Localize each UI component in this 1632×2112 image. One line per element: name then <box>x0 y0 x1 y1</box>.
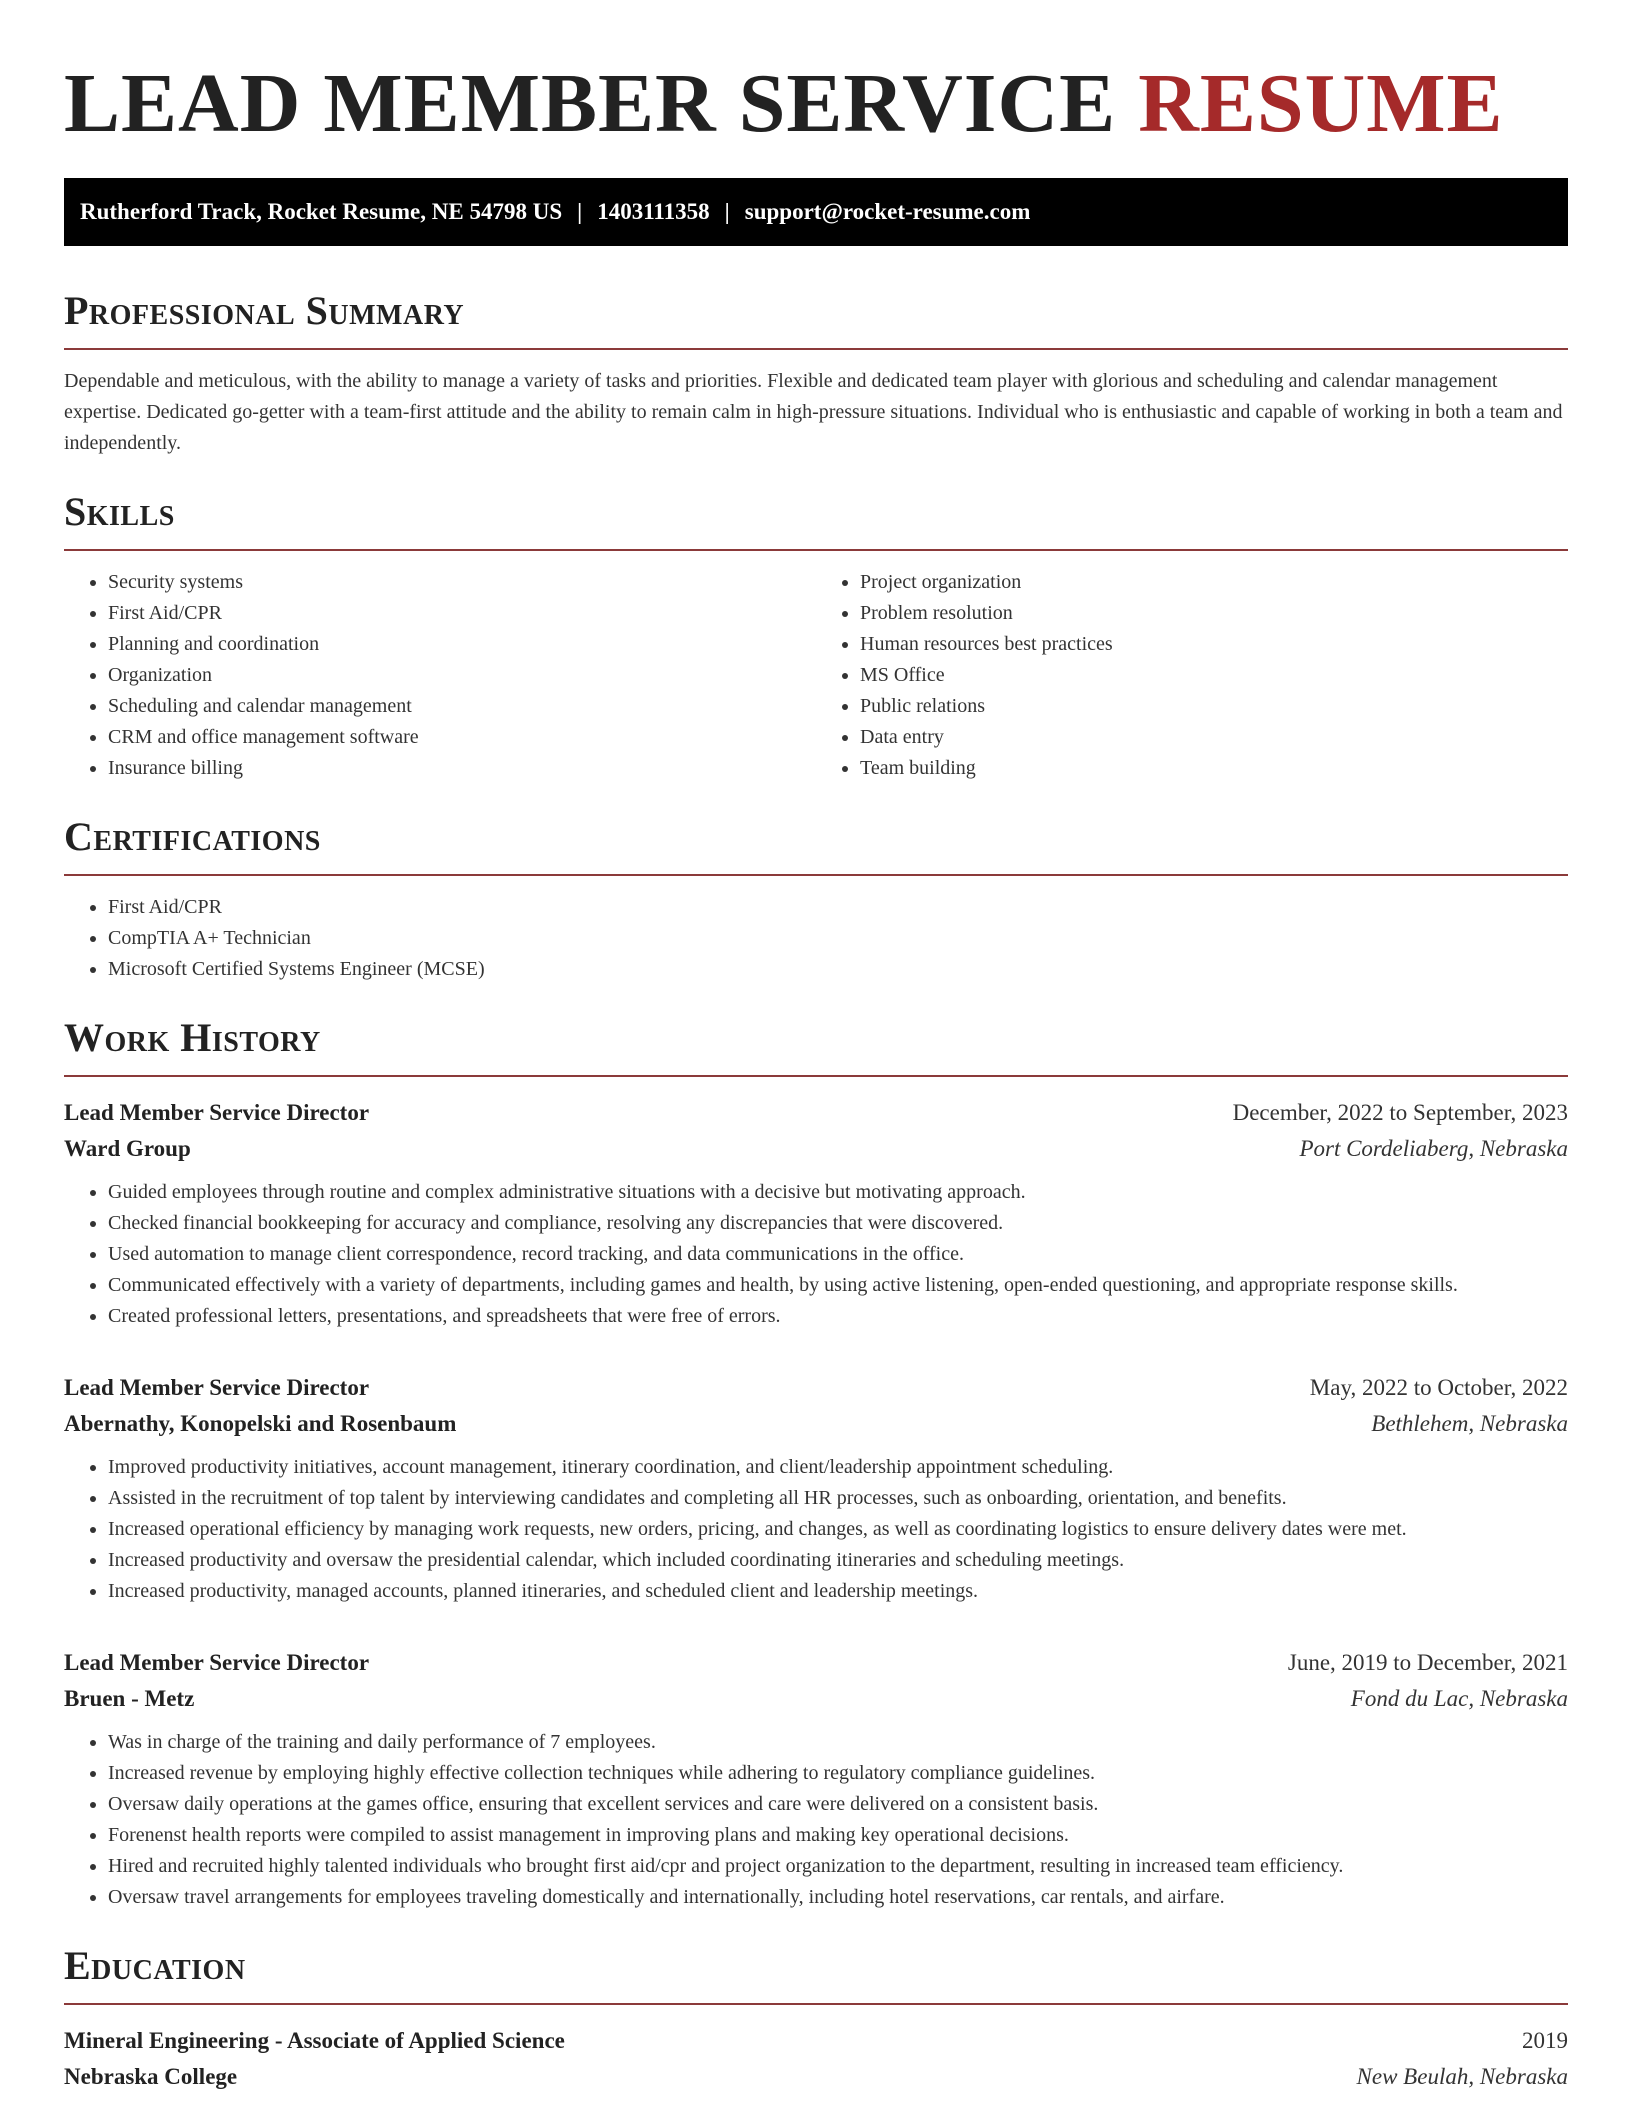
contact-separator: | <box>724 199 730 224</box>
skill-item: • Human resources best practices <box>860 629 1568 660</box>
education-year: 2019 <box>1522 2028 1568 2053</box>
job-bullet: • Increased operational efficiency by managing work requests, new orders, pricing, and changes, as well as coordinating logistics to ensure delivery dates were met. <box>108 1514 1568 1545</box>
title-accent: RESUME <box>1138 57 1504 150</box>
skill-item: • First Aid/CPR <box>108 598 816 629</box>
job-bullet: • Used automation to manage client correspondence, record tracking, and data communications in the office. <box>108 1239 1568 1270</box>
resume-title <box>64 58 1568 150</box>
education-degree: Mineral Engineering - Associate of Applied Science <box>64 2028 565 2053</box>
job-bullet: • Checked financial bookkeeping for accuracy and compliance, resolving any discrepancies that were discovered. <box>108 1208 1568 1239</box>
summary-heading: Professional Summary <box>64 288 465 333</box>
skill-item: • Planning and coordination <box>108 629 816 660</box>
skill-item: • CRM and office management software <box>108 722 816 753</box>
job-title: Lead Member Service Director <box>64 1100 370 1125</box>
skills-section <box>64 489 1568 784</box>
job-location: Port Cordeliaberg, Nebraska <box>1299 1136 1568 1161</box>
contact-email[interactable]: support@rocket-resume.com <box>744 199 1031 224</box>
skill-item: • MS Office <box>860 660 1568 691</box>
job-bullet: • Assisted in the recruitment of top talent by interviewing candidates and completing all HR processes, such as onboarding, orientation, and benefits. <box>108 1483 1568 1514</box>
education-location: New Beulah, Nebraska <box>1356 2064 1568 2089</box>
job-bullet: • Communicated effectively with a variety of departments, including games and health, by using active listening, open-ended questioning, and appropriate response skills. <box>108 1270 1568 1301</box>
education-school: Nebraska College <box>64 2064 238 2089</box>
certification-item: • First Aid/CPR <box>108 892 1568 923</box>
job-company: Ward Group <box>64 1136 191 1161</box>
contact-address: Rutherford Track, Rocket Resume, NE 54798 US <box>80 199 563 224</box>
certifications-list <box>64 892 1568 985</box>
skill-item: • Project organization <box>860 567 1568 598</box>
job-bullet: • Guided employees through routine and complex administrative situations with a decisive but motivating approach. <box>108 1177 1568 1208</box>
education-entry <box>64 2023 1568 2095</box>
job-bullets <box>64 1177 1568 1332</box>
summary-text: Dependable and meticulous, with the ability to manage a variety of tasks and priorities. Flexible and dedicated team player with glorious and scheduling and calendar management expertise. Dedicated go-getter with a team-first attitude and the ability to remain calm in high-pressure situations. Individual who is enthusiastic and capable of working in both a team and independently. <box>64 370 1563 454</box>
job-bullet: • Increased productivity, managed accounts, planned itineraries, and scheduled client and leadership meetings. <box>108 1576 1568 1607</box>
job-location: Fond du Lac, Nebraska <box>1350 1686 1568 1711</box>
job-entry <box>64 1645 1568 1913</box>
job-bullets <box>64 1452 1568 1607</box>
section-divider <box>64 874 1568 876</box>
contact-bar <box>64 178 1568 246</box>
contact-separator: | <box>577 199 583 224</box>
job-bullet: • Improved productivity initiatives, account management, itinerary coordination, and client/leadership appointment scheduling. <box>108 1452 1568 1483</box>
job-bullet: • Increased revenue by employing highly effective collection techniques while adhering to regulatory compliance guidelines. <box>108 1758 1568 1789</box>
certifications-section <box>64 814 1568 985</box>
job-bullet: • Oversaw daily operations at the games office, ensuring that excellent services and care were delivered on a consistent basis. <box>108 1789 1568 1820</box>
skill-item: • Problem resolution <box>860 598 1568 629</box>
job-bullets <box>64 1727 1568 1913</box>
job-title: Lead Member Service Director <box>64 1650 370 1675</box>
skills-columns <box>64 551 1568 784</box>
job-title: Lead Member Service Director <box>64 1375 370 1400</box>
job-company: Bruen - Metz <box>64 1686 195 1711</box>
job-location: Bethlehem, Nebraska <box>1371 1411 1568 1436</box>
job-company: Abernathy, Konopelski and Rosenbaum <box>64 1411 457 1436</box>
job-dates: December, 2022 to September, 2023 <box>1232 1100 1568 1125</box>
education-section <box>64 1943 1568 2095</box>
skills-right-list <box>816 567 1568 784</box>
skill-item: • Team building <box>860 753 1568 784</box>
job-bullet: • Oversaw travel arrangements for employees traveling domestically and internationally, including hotel reservations, car rentals, and airfare. <box>108 1882 1568 1913</box>
skills-heading: Skills <box>64 489 175 534</box>
section-divider <box>64 2003 1568 2005</box>
skill-item: • Organization <box>108 660 816 691</box>
skill-item: • Insurance billing <box>108 753 816 784</box>
job-dates: May, 2022 to October, 2022 <box>1309 1375 1568 1400</box>
skill-item: • Public relations <box>860 691 1568 722</box>
certification-item: • CompTIA A+ Technician <box>108 923 1568 954</box>
certifications-heading: Certifications <box>64 814 321 859</box>
work-history-heading: Work History <box>64 1015 321 1060</box>
job-bullet: • Increased productivity and oversaw the presidential calendar, which included coordinating itineraries and scheduling meetings. <box>108 1545 1568 1576</box>
contact-phone[interactable]: 1403111358 <box>597 199 710 224</box>
section-divider <box>64 348 1568 350</box>
job-bullet: • Created professional letters, presentations, and spreadsheets that were free of errors. <box>108 1301 1568 1332</box>
work-history-section <box>64 1015 1568 1913</box>
skill-item: • Data entry <box>860 722 1568 753</box>
job-dates: June, 2019 to December, 2021 <box>1287 1650 1568 1675</box>
skills-left-list <box>64 567 816 784</box>
skill-item: • Security systems <box>108 567 816 598</box>
skill-item: • Scheduling and calendar management <box>108 691 816 722</box>
certification-item: • Microsoft Certified Systems Engineer (MCSE) <box>108 954 1568 985</box>
job-bullet: • Forenenst health reports were compiled to assist management in improving plans and making key operational decisions. <box>108 1820 1568 1851</box>
section-divider <box>64 1075 1568 1077</box>
title-main: LEAD MEMBER SERVICE <box>64 57 1117 150</box>
job-entry <box>64 1095 1568 1332</box>
job-entry <box>64 1370 1568 1607</box>
education-heading: Education <box>64 1943 246 1988</box>
summary-section <box>64 288 1568 459</box>
job-bullet: • Was in charge of the training and daily performance of 7 employees. <box>108 1727 1568 1758</box>
job-bullet: • Hired and recruited highly talented individuals who brought first aid/cpr and project organization to the department, resulting in increased team efficiency. <box>108 1851 1568 1882</box>
